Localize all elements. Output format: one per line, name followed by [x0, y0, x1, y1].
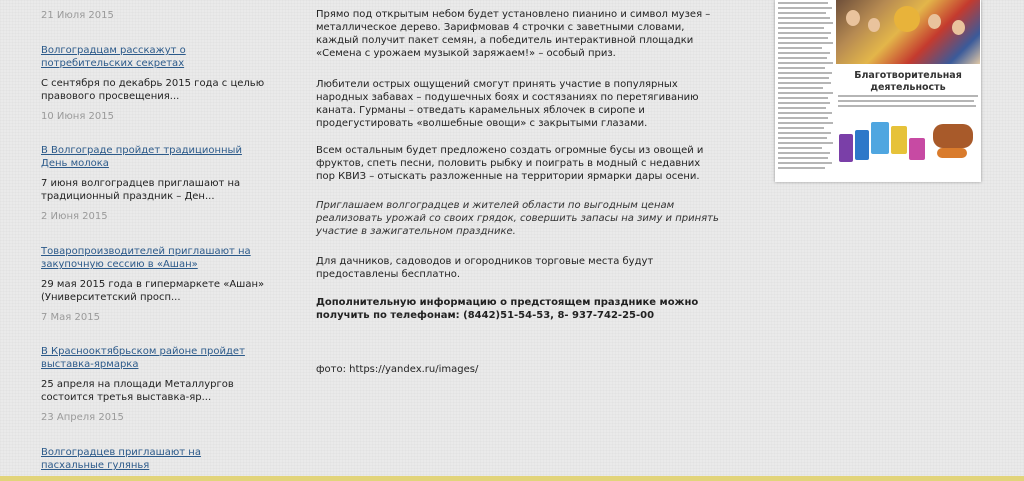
news-item — [41, 9, 266, 22]
news-title-link[interactable]: Товаропроизводителей приглашают на закупочную сессию в «Ашан» — [41, 246, 251, 270]
article-invitation: Приглашаем волгоградцев и жителей области по выгодным ценам реализовать урожай со своих грядок, совершить запасы на зиму и принять участие в зажигательном празднике. — [316, 200, 719, 237]
news-snippet: 25 апреля на площади Металлургов состоится третья выставка-яр... — [41, 379, 234, 403]
news-item — [41, 245, 266, 324]
product-images — [837, 120, 977, 170]
news-title-link[interactable]: В Волгограде пройдет традиционный День молока — [41, 145, 242, 169]
news-snippet: С сентября по декабрь 2015 года с целью правового просвещения... — [41, 78, 265, 102]
news-date: 2 Июня 2015 — [41, 211, 108, 222]
news-title-link[interactable]: Волгоградцев приглашают на пасхальные гулянья — [41, 447, 201, 471]
bottom-border — [0, 476, 1024, 481]
news-date: 21 Июля 2015 — [41, 10, 114, 21]
article-paragraph: Любители острых ощущений смогут принять участие в популярных народных забавах – подушечных боях и состязаниях по перетягиванию каната. Гурманы – отведать карамельных яблочек в сиропе и продегустировать «волшебные овощи» с закрытыми глазами. — [316, 79, 699, 129]
news-snippet: 7 июня волгоградцев приглашают на традиционный праздник – Ден... — [41, 178, 241, 202]
news-date: 7 Мая 2015 — [41, 312, 100, 323]
ad-text-column — [778, 2, 833, 172]
contact-info: Дополнительную информацию о предстоящем празднике можно получить по телефонам: (8442)51-54-53, 8- 937-742-25-00 — [316, 297, 699, 321]
news-item — [41, 446, 266, 472]
news-date: 10 Июня 2015 — [41, 111, 114, 122]
news-item — [41, 345, 266, 424]
news-item — [41, 44, 266, 123]
children-photo — [836, 0, 980, 64]
article-paragraph: Всем остальным будет предложено создать огромные бусы из овощей и фруктов, спеть песни, половить рыбку и поиграть в модный с недавних пор КВИЗ – отыскать разложенные на территории ярмарки дары осени. — [316, 145, 704, 182]
news-date: 23 Апреля 2015 — [41, 412, 124, 423]
ad-subtext — [836, 95, 980, 110]
news-item — [41, 144, 266, 223]
article-paragraph: Прямо под открытым небом будет установлено пианино и символ музея – металлическое дерево. Зарифмовав 4 строчки с заветными словами, каждый получит пакет семян, а победитель интерактивной площадки «Семена с урожаем музыкой заряжаем!» – особый приз. — [316, 9, 711, 59]
news-title-link[interactable]: В Краснооктябрьском районе пройдет выставка-ярмарка — [41, 346, 245, 370]
ad-heading: Благотворительная деятельность — [854, 70, 962, 93]
news-title-link[interactable]: Волгоградцам расскажут о потребительских секретах — [41, 45, 186, 69]
photo-credit: фото: https://yandex.ru/images/ — [316, 364, 479, 375]
article-paragraph: Для дачников, садоводов и огородников торговые места будут предоставлены бесплатно. — [316, 256, 654, 280]
news-snippet: 29 мая 2015 года в гипермаркете «Ашан» (Университетский просп... — [41, 279, 265, 303]
charity-banner[interactable] — [775, 0, 981, 182]
